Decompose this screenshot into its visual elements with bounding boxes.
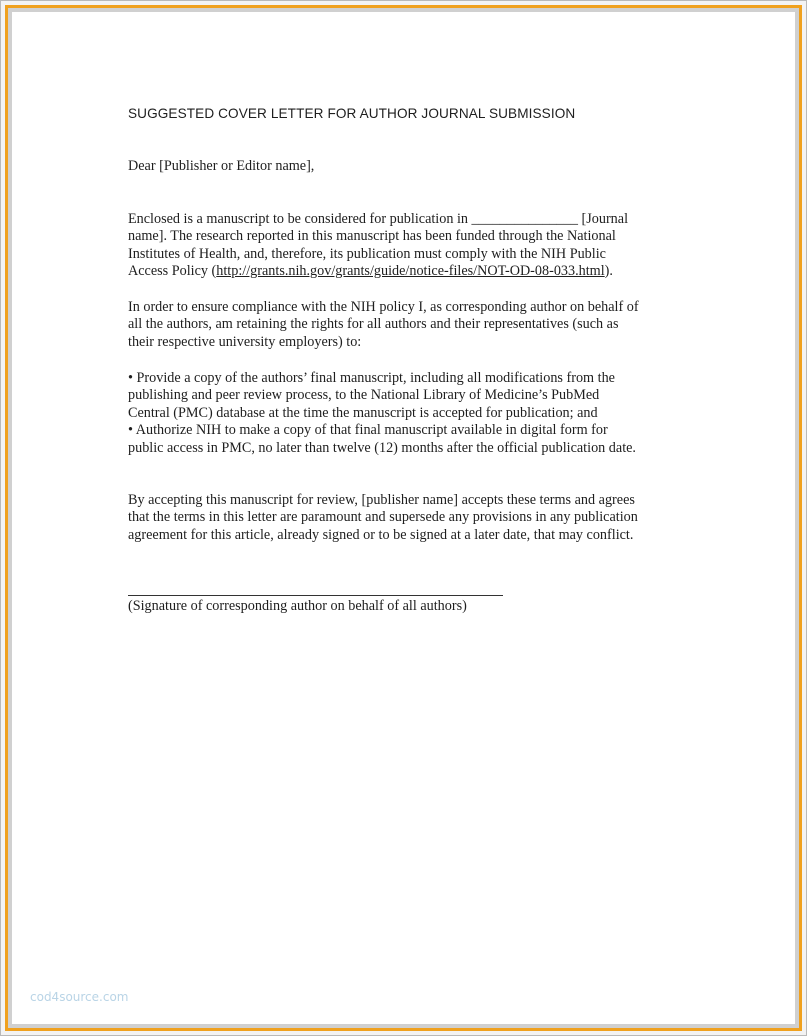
paragraph-enclosure: [128, 211, 628, 281]
bullet-item: • Provide a copy of the authors’ final manuscript, including all modifications from the: [128, 370, 615, 386]
salutation: Dear [Publisher or Editor name],: [128, 158, 315, 174]
paragraph-line: In order to ensure compliance with the NIH policy I, as corresponding author on behalf of: [128, 299, 639, 315]
paragraph-line: their respective university employers) to:: [128, 333, 362, 350]
bullet-list: [128, 370, 636, 457]
paragraph-line: [128, 263, 628, 280]
paragraph-line: name]. The research reported in this manuscript has been funded through the National: [128, 228, 616, 245]
paragraph-line: all the authors, am retaining the rights for all authors and their representatives (such as: [128, 316, 619, 333]
policy-prefix: Access Policy (: [128, 263, 217, 280]
bullet-item-continuation: Central (PMC) database at the time the manuscript is accepted for publication; and: [128, 404, 598, 421]
paragraph-acceptance: [128, 492, 638, 544]
paragraph-line: Institutes of Health, and, therefore, its publication must comply with the NIH Public: [128, 245, 606, 262]
bullet-item: • Authorize NIH to make a copy of that final manuscript available in digital form for: [128, 422, 608, 439]
signature-caption: (Signature of corresponding author on behalf of all authors): [128, 598, 467, 614]
paragraph-compliance: [128, 299, 639, 351]
bullet-item-continuation: publishing and peer review process, to the National Library of Medicine’s PubMed: [128, 387, 600, 404]
paragraph-line: that the terms in this letter are paramount and supersede any provisions in any publication: [128, 509, 638, 526]
nih-policy-link[interactable]: http://grants.nih.gov/grants/guide/notice-files/NOT-OD-08-033.html: [216, 263, 605, 280]
signature-line: [128, 595, 503, 596]
policy-suffix: ).: [604, 263, 613, 280]
paragraph-line: By accepting this manuscript for review, [publisher name] accepts these terms and agrees: [128, 492, 635, 508]
bullet-item-continuation: public access in PMC, no later than twelve (12) months after the official publication date.: [128, 439, 636, 456]
watermark-text: cod4source.com: [30, 990, 129, 1004]
document-title: SUGGESTED COVER LETTER FOR AUTHOR JOURNAL SUBMISSION: [128, 106, 576, 121]
paragraph-line: agreement for this article, already signed or to be signed at a later date, that may conflict.: [128, 526, 634, 543]
paragraph-line: Enclosed is a manuscript to be considered for publication in _______________ [Journal: [128, 211, 629, 227]
